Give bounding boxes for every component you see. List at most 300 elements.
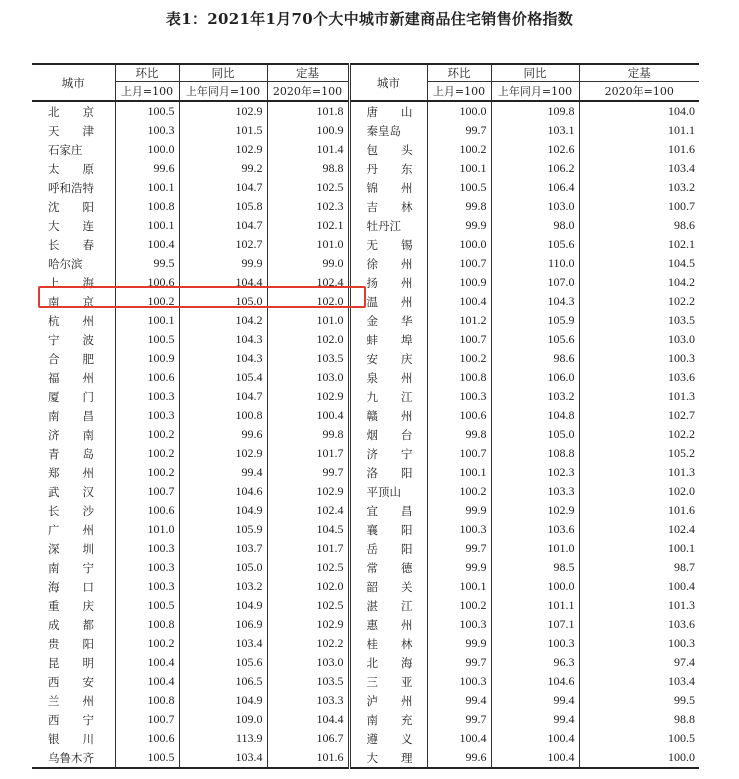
fixed-value: 103.6 <box>668 617 695 631</box>
city-name: 合 肥 <box>32 349 115 368</box>
mom-value: 99.6 <box>427 748 491 768</box>
city-name: 济 南 <box>32 425 115 444</box>
yoy-value: 100.3 <box>491 634 579 653</box>
mom-value: 100.2 <box>427 482 491 501</box>
yoy-value: 104.9 <box>179 691 267 710</box>
city-name: 常 德 <box>349 558 427 577</box>
yoy-value: 101.5 <box>179 121 267 140</box>
fixed-value: 102.4 <box>668 522 695 536</box>
table-row <box>32 482 699 501</box>
fixed-value: 102.7 <box>668 408 695 422</box>
yoy-value: 106.2 <box>491 159 579 178</box>
yoy-value: 104.7 <box>179 387 267 406</box>
table-row <box>32 406 699 425</box>
mom-value: 100.1 <box>115 178 179 197</box>
mom-value: 100.2 <box>427 349 491 368</box>
fixed-value: 102.4 <box>267 501 349 520</box>
yoy-value: 99.4 <box>491 710 579 729</box>
fixed-value: 99.8 <box>267 425 349 444</box>
yoy-value: 99.4 <box>491 691 579 710</box>
fixed-value: 100.7 <box>668 199 695 213</box>
mom-value: 100.1 <box>427 577 491 596</box>
mom-value: 100.3 <box>427 520 491 539</box>
fixed-value: 99.0 <box>267 254 349 273</box>
yoy-value: 99.6 <box>179 425 267 444</box>
mom-value: 100.8 <box>115 197 179 216</box>
fixed-value: 101.6 <box>668 503 695 517</box>
mom-value: 100.2 <box>115 425 179 444</box>
table-row <box>32 330 699 349</box>
header-mom-base-left: 上月=100 <box>115 82 179 102</box>
fixed-value: 99.5 <box>674 693 695 707</box>
city-name: 海 口 <box>32 577 115 596</box>
mom-value: 100.4 <box>115 672 179 691</box>
table-row <box>32 558 699 577</box>
city-name: 南 昌 <box>32 406 115 425</box>
fixed-value: 100.4 <box>267 406 349 425</box>
table-row <box>32 197 699 216</box>
fixed-value: 99.7 <box>267 463 349 482</box>
yoy-value: 105.8 <box>179 197 267 216</box>
fixed-value: 103.5 <box>267 672 349 691</box>
yoy-value: 105.9 <box>179 520 267 539</box>
city-name: 秦皇岛 <box>349 121 427 140</box>
table-row <box>32 140 699 159</box>
mom-value: 99.9 <box>427 501 491 520</box>
header-fixed-right: 定基 <box>579 64 699 82</box>
fixed-value: 101.0 <box>267 235 349 254</box>
table-row <box>32 577 699 596</box>
mom-value: 100.5 <box>115 596 179 615</box>
city-name: 遵 义 <box>349 729 427 748</box>
mom-value: 100.7 <box>115 710 179 729</box>
fixed-value: 102.5 <box>267 596 349 615</box>
mom-value: 100.1 <box>427 463 491 482</box>
fixed-value: 100.1 <box>668 541 695 555</box>
city-name: 杭 州 <box>32 311 115 330</box>
fixed-value: 104.4 <box>267 710 349 729</box>
city-name: 襄 阳 <box>349 520 427 539</box>
mom-value: 100.7 <box>427 444 491 463</box>
fixed-value: 100.9 <box>267 121 349 140</box>
yoy-value: 101.1 <box>491 596 579 615</box>
fixed-value: 101.6 <box>668 142 695 156</box>
fixed-value: 102.2 <box>668 427 695 441</box>
yoy-value: 107.0 <box>491 273 579 292</box>
fixed-value: 101.7 <box>267 539 349 558</box>
yoy-value: 104.3 <box>179 330 267 349</box>
yoy-value: 103.4 <box>179 634 267 653</box>
city-name: 广 州 <box>32 520 115 539</box>
table-row <box>32 311 699 330</box>
header-fixed-base-right: 2020年=100 <box>579 82 699 102</box>
yoy-value: 103.3 <box>491 482 579 501</box>
fixed-value: 98.8 <box>674 712 695 726</box>
mom-value: 100.2 <box>427 596 491 615</box>
city-name: 呼和浩特 <box>32 178 115 197</box>
city-name: 无 锡 <box>349 235 427 254</box>
fixed-value: 101.0 <box>267 311 349 330</box>
yoy-value: 96.3 <box>491 653 579 672</box>
table-row <box>32 101 699 121</box>
mom-value: 100.2 <box>115 444 179 463</box>
table-row <box>32 216 699 235</box>
city-name: 长 沙 <box>32 501 115 520</box>
city-name: 湛 江 <box>349 596 427 615</box>
mom-value: 100.3 <box>427 387 491 406</box>
city-name: 宁 波 <box>32 330 115 349</box>
city-name: 温 州 <box>349 292 427 311</box>
city-name: 吉 林 <box>349 197 427 216</box>
fixed-value: 101.3 <box>668 389 695 403</box>
yoy-value: 99.9 <box>179 254 267 273</box>
mom-value: 100.1 <box>427 159 491 178</box>
header-yoy-right: 同比 <box>491 64 579 82</box>
city-name: 乌鲁木齐 <box>32 748 115 768</box>
yoy-value: 100.0 <box>491 577 579 596</box>
city-name: 扬 州 <box>349 273 427 292</box>
fixed-value: 103.0 <box>668 332 695 346</box>
city-name: 青 岛 <box>32 444 115 463</box>
table-row <box>32 653 699 672</box>
yoy-value: 100.4 <box>491 729 579 748</box>
city-name: 丹 东 <box>349 159 427 178</box>
city-name: 昆 明 <box>32 653 115 672</box>
fixed-value: 102.0 <box>668 484 695 498</box>
mom-value: 100.3 <box>427 672 491 691</box>
yoy-value: 101.0 <box>491 539 579 558</box>
header-mom-left: 环比 <box>115 64 179 82</box>
table-row <box>32 159 699 178</box>
yoy-value: 104.8 <box>491 406 579 425</box>
city-name: 三 亚 <box>349 672 427 691</box>
yoy-value: 98.6 <box>491 349 579 368</box>
fixed-value: 101.8 <box>267 101 349 121</box>
mom-value: 101.2 <box>427 311 491 330</box>
mom-value: 99.7 <box>427 653 491 672</box>
table-row <box>32 691 699 710</box>
yoy-value: 105.6 <box>179 653 267 672</box>
yoy-value: 105.0 <box>491 425 579 444</box>
fixed-value: 104.5 <box>668 256 695 270</box>
table-row <box>32 349 699 368</box>
fixed-value: 98.8 <box>267 159 349 178</box>
city-name: 太 原 <box>32 159 115 178</box>
mom-value: 99.9 <box>427 558 491 577</box>
yoy-value: 105.6 <box>491 235 579 254</box>
city-name: 牡丹江 <box>349 216 427 235</box>
table-row <box>32 425 699 444</box>
mom-value: 100.0 <box>427 101 491 121</box>
mom-value: 99.7 <box>427 539 491 558</box>
table-row <box>32 273 699 292</box>
fixed-value: 104.0 <box>668 104 695 118</box>
city-name: 厦 门 <box>32 387 115 406</box>
city-name: 福 州 <box>32 368 115 387</box>
mom-value: 99.4 <box>427 691 491 710</box>
mom-value: 100.7 <box>427 330 491 349</box>
city-name: 哈尔滨 <box>32 254 115 273</box>
fixed-value: 101.1 <box>668 123 695 137</box>
city-name: 贵 阳 <box>32 634 115 653</box>
mom-value: 100.2 <box>115 463 179 482</box>
city-name: 岳 阳 <box>349 539 427 558</box>
mom-value: 100.5 <box>115 101 179 121</box>
city-name: 安 庆 <box>349 349 427 368</box>
fixed-value: 102.2 <box>267 634 349 653</box>
city-name: 石家庄 <box>32 140 115 159</box>
yoy-value: 105.4 <box>179 368 267 387</box>
yoy-value: 98.5 <box>491 558 579 577</box>
table-row <box>32 729 699 748</box>
yoy-value: 104.3 <box>491 292 579 311</box>
mom-value: 100.3 <box>427 615 491 634</box>
yoy-value: 109.0 <box>179 710 267 729</box>
yoy-value: 105.0 <box>179 292 267 311</box>
city-name: 西 宁 <box>32 710 115 729</box>
yoy-value: 103.4 <box>179 748 267 768</box>
price-index-table <box>32 63 699 769</box>
fixed-value: 103.6 <box>668 370 695 384</box>
yoy-value: 103.2 <box>491 387 579 406</box>
city-name: 金 华 <box>349 311 427 330</box>
mom-value: 99.7 <box>427 121 491 140</box>
mom-value: 100.1 <box>115 216 179 235</box>
fixed-value: 103.5 <box>267 349 349 368</box>
yoy-value: 105.6 <box>491 330 579 349</box>
table-row <box>32 444 699 463</box>
city-name: 南 宁 <box>32 558 115 577</box>
city-name: 包 头 <box>349 140 427 159</box>
city-name: 韶 关 <box>349 577 427 596</box>
yoy-value: 100.4 <box>491 748 579 768</box>
fixed-value: 103.0 <box>267 368 349 387</box>
fixed-value: 102.1 <box>267 216 349 235</box>
header-yoy-base-left: 上年同月=100 <box>179 82 267 102</box>
mom-value: 100.0 <box>427 235 491 254</box>
mom-value: 100.2 <box>115 292 179 311</box>
fixed-value: 104.2 <box>668 275 695 289</box>
yoy-value: 100.8 <box>179 406 267 425</box>
fixed-value: 101.3 <box>668 465 695 479</box>
yoy-value: 104.7 <box>179 216 267 235</box>
city-name: 沈 阳 <box>32 197 115 216</box>
header-yoy-left: 同比 <box>179 64 267 82</box>
fixed-value: 101.4 <box>267 140 349 159</box>
mom-value: 100.0 <box>115 140 179 159</box>
mom-value: 100.2 <box>115 634 179 653</box>
city-name: 上 海 <box>32 273 115 292</box>
city-name: 唐 山 <box>349 101 427 121</box>
yoy-value: 107.1 <box>491 615 579 634</box>
yoy-value: 102.9 <box>179 140 267 159</box>
table-row <box>32 178 699 197</box>
header-yoy-base-right: 上年同月=100 <box>491 82 579 102</box>
city-name: 桂 林 <box>349 634 427 653</box>
city-name: 烟 台 <box>349 425 427 444</box>
mom-value: 99.9 <box>427 216 491 235</box>
city-name: 兰 州 <box>32 691 115 710</box>
fixed-value: 98.6 <box>674 218 695 232</box>
fixed-value: 106.7 <box>267 729 349 748</box>
mom-value: 100.6 <box>115 368 179 387</box>
table-row <box>32 292 699 311</box>
city-name: 惠 州 <box>349 615 427 634</box>
city-name: 成 都 <box>32 615 115 634</box>
mom-value: 100.5 <box>115 748 179 768</box>
yoy-value: 104.9 <box>179 501 267 520</box>
city-name: 重 庆 <box>32 596 115 615</box>
city-name: 平顶山 <box>349 482 427 501</box>
fixed-value: 97.4 <box>674 655 695 669</box>
yoy-value: 103.0 <box>491 197 579 216</box>
fixed-value: 102.4 <box>267 273 349 292</box>
mom-value: 100.3 <box>115 406 179 425</box>
city-name: 北 京 <box>32 101 115 121</box>
mom-value: 100.6 <box>115 729 179 748</box>
city-name: 北 海 <box>349 653 427 672</box>
mom-value: 100.2 <box>427 140 491 159</box>
table-row <box>32 387 699 406</box>
city-name: 宜 昌 <box>349 501 427 520</box>
table-row <box>32 710 699 729</box>
city-name: 银 川 <box>32 729 115 748</box>
yoy-value: 105.9 <box>491 311 579 330</box>
fixed-value: 101.7 <box>267 444 349 463</box>
fixed-value: 100.3 <box>668 351 695 365</box>
table-row <box>32 634 699 653</box>
mom-value: 100.9 <box>427 273 491 292</box>
fixed-value: 100.0 <box>579 748 699 768</box>
yoy-value: 106.5 <box>179 672 267 691</box>
header-fixed-left: 定基 <box>267 64 349 82</box>
yoy-value: 103.1 <box>491 121 579 140</box>
header-mom-base-right: 上月=100 <box>427 82 491 102</box>
yoy-value: 110.0 <box>491 254 579 273</box>
table-row <box>32 520 699 539</box>
yoy-value: 103.7 <box>179 539 267 558</box>
fixed-value: 104.5 <box>267 520 349 539</box>
header-city-left: 城市 <box>32 64 115 101</box>
fixed-value: 103.4 <box>668 161 695 175</box>
fixed-value: 103.0 <box>267 653 349 672</box>
yoy-value: 104.4 <box>179 273 267 292</box>
city-name: 泸 州 <box>349 691 427 710</box>
mom-value: 100.1 <box>115 311 179 330</box>
header-fixed-base-left: 2020年=100 <box>267 82 349 102</box>
yoy-value: 104.2 <box>179 311 267 330</box>
city-name: 西 安 <box>32 672 115 691</box>
fixed-value: 102.5 <box>267 558 349 577</box>
fixed-value: 100.5 <box>668 731 695 745</box>
mom-value: 100.9 <box>115 349 179 368</box>
mom-value: 100.7 <box>115 482 179 501</box>
fixed-value: 98.7 <box>674 560 695 574</box>
fixed-value: 100.4 <box>668 579 695 593</box>
fixed-value: 102.0 <box>267 330 349 349</box>
fixed-value: 101.6 <box>267 748 349 768</box>
city-name: 深 圳 <box>32 539 115 558</box>
mom-value: 100.3 <box>115 121 179 140</box>
yoy-value: 104.9 <box>179 596 267 615</box>
city-name: 大 理 <box>349 748 427 768</box>
yoy-value: 106.9 <box>179 615 267 634</box>
header-mom-right: 环比 <box>427 64 491 82</box>
yoy-value: 102.9 <box>179 444 267 463</box>
mom-value: 100.3 <box>115 539 179 558</box>
yoy-value: 103.2 <box>179 577 267 596</box>
table-row <box>32 235 699 254</box>
yoy-value: 104.6 <box>179 482 267 501</box>
yoy-value: 104.7 <box>179 178 267 197</box>
city-name: 洛 阳 <box>349 463 427 482</box>
table-body <box>32 101 699 768</box>
yoy-value: 102.9 <box>491 501 579 520</box>
table-row <box>32 463 699 482</box>
city-name: 武 汉 <box>32 482 115 501</box>
yoy-value: 105.0 <box>179 558 267 577</box>
table-title: 表1：2021年1月70个大中城市新建商品住宅销售价格指数 <box>165 10 574 28</box>
mom-value: 99.5 <box>115 254 179 273</box>
fixed-value: 103.3 <box>267 691 349 710</box>
city-name: 九 江 <box>349 387 427 406</box>
mom-value: 100.8 <box>115 615 179 634</box>
yoy-value: 103.6 <box>491 520 579 539</box>
yoy-value: 106.4 <box>491 178 579 197</box>
fixed-value: 103.5 <box>668 313 695 327</box>
yoy-value: 102.9 <box>179 101 267 121</box>
city-name: 蚌 埠 <box>349 330 427 349</box>
table-row <box>32 615 699 634</box>
mom-value: 100.6 <box>115 501 179 520</box>
table-row <box>32 748 699 768</box>
mom-value: 100.5 <box>427 178 491 197</box>
table-row <box>32 368 699 387</box>
table-row <box>32 121 699 140</box>
fixed-value: 102.0 <box>267 292 349 311</box>
header-city-right: 城市 <box>349 64 427 101</box>
mom-value: 101.0 <box>115 520 179 539</box>
mom-value: 100.8 <box>115 691 179 710</box>
fixed-value: 102.5 <box>267 178 349 197</box>
city-name: 长 春 <box>32 235 115 254</box>
yoy-value: 104.3 <box>179 349 267 368</box>
mom-value: 100.5 <box>115 330 179 349</box>
city-name: 锦 州 <box>349 178 427 197</box>
mom-value: 100.7 <box>427 254 491 273</box>
city-name: 大 连 <box>32 216 115 235</box>
mom-value: 100.8 <box>427 368 491 387</box>
mom-value: 99.8 <box>427 425 491 444</box>
yoy-value: 109.8 <box>491 101 579 121</box>
city-name: 济 宁 <box>349 444 427 463</box>
table-row <box>32 539 699 558</box>
fixed-value: 102.9 <box>267 482 349 501</box>
table-row <box>32 596 699 615</box>
table-row <box>32 672 699 691</box>
mom-value: 99.9 <box>427 634 491 653</box>
mom-value: 100.6 <box>115 273 179 292</box>
fixed-value: 101.3 <box>668 598 695 612</box>
mom-value: 100.4 <box>427 292 491 311</box>
yoy-value: 104.6 <box>491 672 579 691</box>
yoy-value: 98.0 <box>491 216 579 235</box>
mom-value: 100.4 <box>115 653 179 672</box>
city-name: 郑 州 <box>32 463 115 482</box>
city-name: 天 津 <box>32 121 115 140</box>
mom-value: 99.6 <box>115 159 179 178</box>
city-name: 南 京 <box>32 292 115 311</box>
